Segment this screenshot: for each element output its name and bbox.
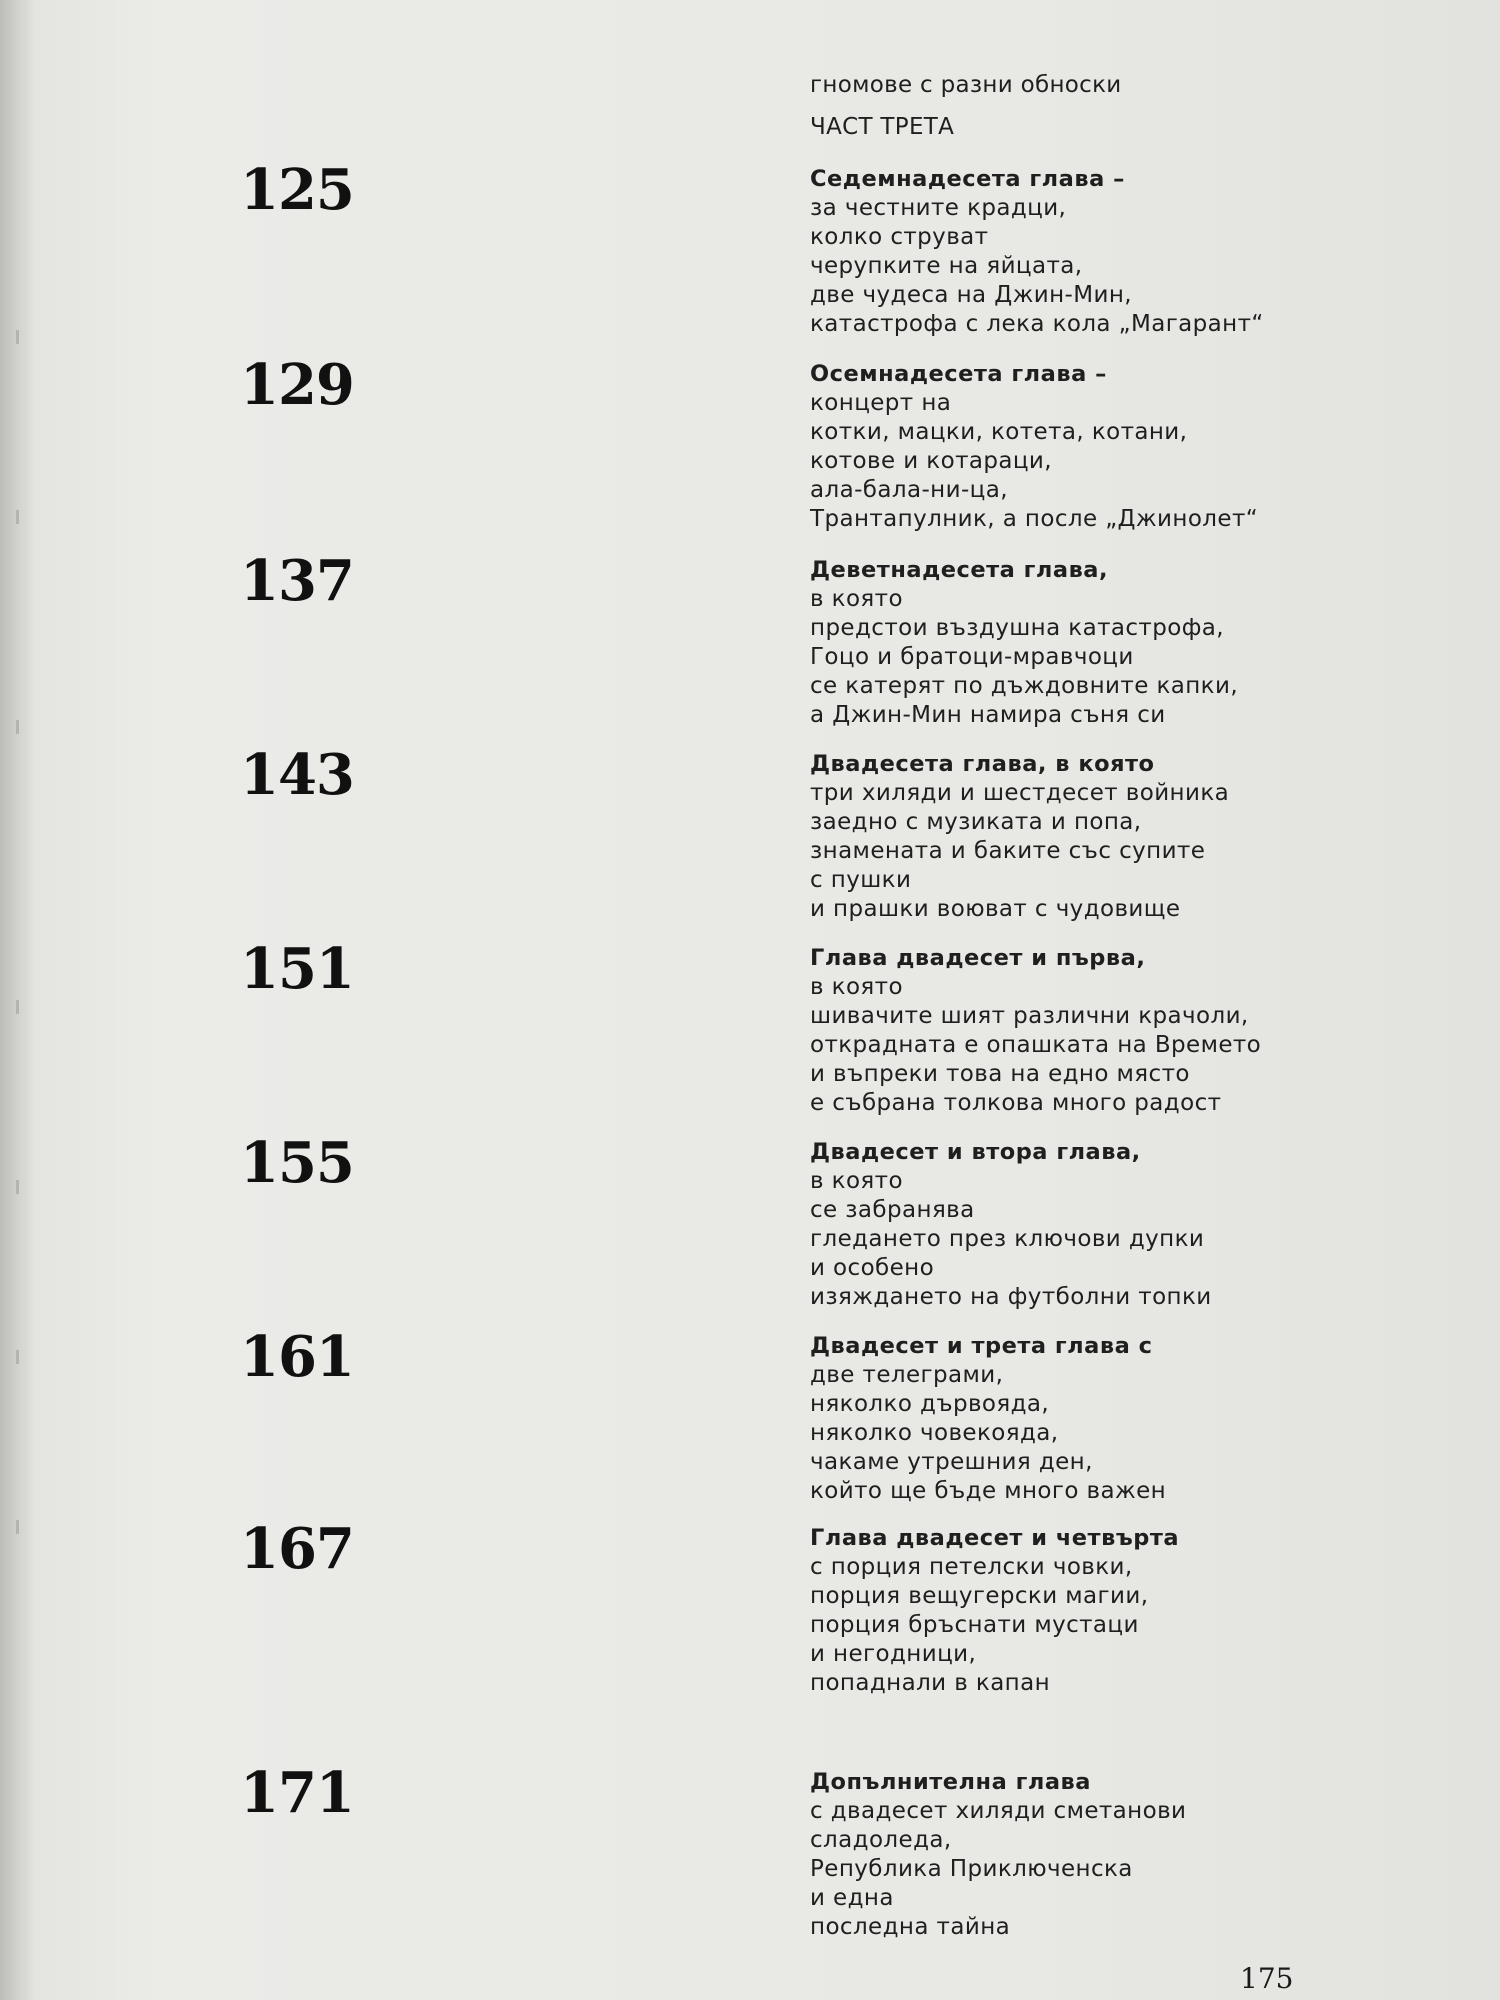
chapter-description-line: концерт на	[810, 390, 952, 416]
chapter-description-line: който ще бъде много важен	[810, 1478, 1167, 1504]
chapter-description-line: шивачите шият различни крачоли,	[810, 1003, 1249, 1029]
chapter-description-line: се катерят по дъждовните капки,	[810, 673, 1239, 699]
chapter-description-line: порция вещугерски магии,	[810, 1583, 1149, 1609]
chapter-description-line: и прашки воюват с чудовище	[810, 896, 1181, 922]
binding-stitch	[16, 720, 19, 734]
chapter-description-line: Трантапулник, а после „Джинолет“	[810, 506, 1259, 532]
entry-page-number: 167	[240, 1516, 354, 1582]
chapter-description-line: в която	[810, 974, 903, 1000]
entry-text	[810, 944, 1261, 1118]
chapter-description-line: попаднали в капан	[810, 1670, 1051, 1696]
entry-text	[810, 556, 1238, 730]
chapter-description-line: изяждането на футболни топки	[810, 1284, 1212, 1310]
chapter-description-line: катастрофа с лека кола „Магарант“	[810, 311, 1264, 337]
chapter-description-line: сладоледа,	[810, 1827, 952, 1853]
chapter-description-line: за честните крадци,	[810, 195, 1067, 221]
chapter-description-line: порция бръснати мустаци	[810, 1612, 1139, 1638]
chapter-description-line: три хиляди и шестдесет войника	[810, 780, 1230, 806]
chapter-title: Седемнадесета глава –	[810, 166, 1125, 192]
chapter-description-line: черупките на яйцата,	[810, 253, 1083, 279]
entry-text	[810, 1524, 1179, 1698]
chapter-description-line: няколко дървояда,	[810, 1391, 1050, 1417]
entry-page-number: 125	[240, 157, 354, 223]
chapter-description-line: с двадесет хиляди сметанови	[810, 1798, 1187, 1824]
binding-stitch	[16, 1520, 19, 1534]
chapter-description-line: Гоцо и братоци-мравчоци	[810, 644, 1134, 670]
chapter-description-line: предстои въздушна катастрофа,	[810, 615, 1224, 641]
page-number: 175	[1240, 1962, 1294, 1995]
chapter-description-line: две чудеса на Джин-Мин,	[810, 282, 1132, 308]
chapter-title: Осемнадесета глава –	[810, 361, 1107, 387]
entry-text	[810, 1768, 1186, 1942]
entry-text	[810, 750, 1229, 924]
chapter-description-line: котки, мацки, котета, котани,	[810, 419, 1188, 445]
entry-page-number: 143	[240, 742, 354, 808]
chapter-description-line: котове и котараци,	[810, 448, 1052, 474]
chapter-description-line: Република Приключенска	[810, 1856, 1133, 1882]
chapter-description-line: а Джин-Мин намира съня си	[810, 702, 1166, 728]
entry-page-number: 137	[240, 548, 354, 614]
binding-stitch	[16, 1350, 19, 1364]
entry-page-number: 171	[240, 1760, 354, 1826]
chapter-description-line: две телеграми,	[810, 1362, 1004, 1388]
part-heading: ЧАСТ ТРЕТА	[810, 114, 955, 140]
chapter-description-line: с порция петелски човки,	[810, 1554, 1133, 1580]
binding-stitch	[16, 1180, 19, 1194]
chapter-description-line: в която	[810, 586, 903, 612]
entry-page-number: 129	[240, 352, 354, 418]
chapter-description-line: и негодници,	[810, 1641, 977, 1667]
chapter-title: Двадесет и втора глава,	[810, 1139, 1141, 1165]
chapter-description-line: е събрана толкова много радост	[810, 1090, 1222, 1116]
binding-stitch	[16, 330, 19, 344]
binding-stitch	[16, 1000, 19, 1014]
chapter-title: Двадесета глава, в която	[810, 751, 1155, 777]
chapter-title: Глава двадесет и четвърта	[810, 1525, 1180, 1551]
entry-page-number: 151	[240, 936, 354, 1002]
chapter-description-line: открадната е опашката на Времето	[810, 1032, 1262, 1058]
entry-page-number: 155	[240, 1130, 354, 1196]
chapter-description-line: гледането през ключови дупки	[810, 1226, 1205, 1252]
chapter-description-line: с пушки	[810, 867, 912, 893]
entry-text	[810, 360, 1258, 534]
chapter-description-line: няколко човекояда,	[810, 1420, 1059, 1446]
chapter-title: Глава двадесет и първа,	[810, 945, 1146, 971]
chapter-description-line: последна тайна	[810, 1914, 1011, 1940]
entry-text	[810, 1332, 1166, 1506]
chapter-description-line: заедно с музиката и попа,	[810, 809, 1142, 835]
intro-line: гномове с разни обноски	[810, 72, 1122, 98]
chapter-description-line: се забранява	[810, 1197, 975, 1223]
chapter-title: Допълнителна глава	[810, 1769, 1091, 1795]
chapter-description-line: знамената и баките със супите	[810, 838, 1206, 864]
chapter-description-line: и особено	[810, 1255, 935, 1281]
chapter-description-line: чакаме утрешния ден,	[810, 1449, 1093, 1475]
chapter-title: Деветнадесета глава,	[810, 557, 1109, 583]
chapter-title: Двадесет и трета глава с	[810, 1333, 1153, 1359]
chapter-description-line: и една	[810, 1885, 894, 1911]
entry-text	[810, 165, 1264, 339]
entry-page-number: 161	[240, 1324, 354, 1390]
chapter-description-line: и въпреки това на едно място	[810, 1061, 1190, 1087]
chapter-description-line: в която	[810, 1168, 903, 1194]
entry-text	[810, 1138, 1212, 1312]
binding-stitch	[16, 510, 19, 524]
chapter-description-line: ала-бала-ни-ца,	[810, 477, 1008, 503]
chapter-description-line: колко струват	[810, 224, 989, 250]
